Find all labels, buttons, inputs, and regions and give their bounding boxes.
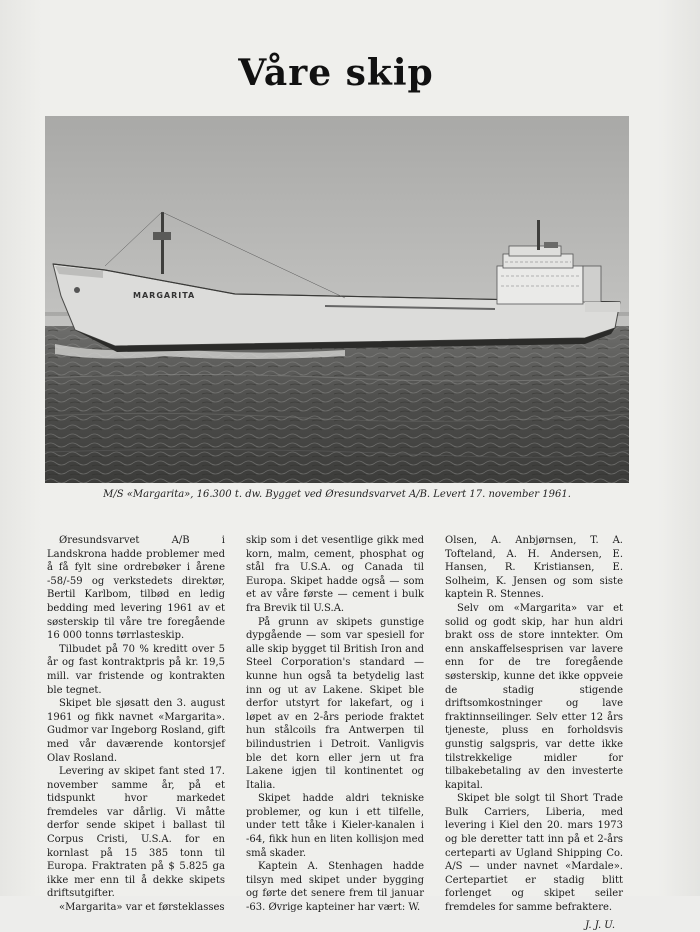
paragraph: Tilbudet på 70 % kreditt over 5 år og fast kontraktpris på kr. 19,5 mill. var fristende og kontrakten ble tegnet. <box>47 643 225 696</box>
photo-caption: M/S «Margarita», 16.300 t. dw. Bygget ved Øresundsvarvet A/B. Levert 17. november 1961. <box>103 489 571 500</box>
ship-photo <box>45 116 629 483</box>
paragraph: «Margarita» var et førsteklasses <box>59 902 225 914</box>
paragraph: Levering av skipet fant sted 17. november samme år, på et tidspunkt hvor markedet fremdeles var dårlig. Vi måtte derfor sende skipet i ballast til Corpus Cristi, U.S.A. for en kornlast på 15 385 tonn til Europa. Fraktraten på $ 5.825 ga ikke mer enn til å dekke skipets driftsutgifter. <box>47 766 225 900</box>
paragraph: På grunn av skipets gunstige dypgående — som var spesiell for alle skip bygget til British Iron and Steel Corporation's standard — kunne hun også ta betydelig last inn og ut av Lakene. Skipet ble derfor utstyrt for lakefart, og i løpet av en 2-års periode fraktet hun stålcoils fra Antwerpen til bilindustrien i Detroit. Vanligvis ble det korn eller jern ut fra Lakene igjen til kontinentet og Italia. <box>246 616 424 791</box>
paragraph: Skipet ble sjøsatt den 3. august 1961 og fikk navnet «Margarita». Gudmor var Ingeborg Rosland, gift med vår daværende kontorsjef Olav Rosland. <box>47 698 225 764</box>
article-title: Våre skip <box>238 52 434 94</box>
author-signature: J. J. U. <box>585 919 615 931</box>
text-column-1 <box>47 534 225 915</box>
paragraph: Skipet hadde aldri tekniske problemer, og kun i ett tilfelle, under tett tåke i Kieler-kanalen i -64, fikk hun en liten kollisjon med små skader. <box>246 793 424 859</box>
paragraph: Selv om «Margarita» var et solid og godt skip, har hun aldri brakt oss de store inntekter. Om enn anskaffelsesprisen var lavere enn for de tre foregående søsterskip, kunne det ikke oppveie de stadig stigende driftsomkostninger og lave fraktinnseilinger. Selv etter 12 års tjeneste, pluss en forholdsvis gunstig salgspris, var dette ikke tilstrekkelige midler for tilbakebetaling av den investerte kapital. <box>445 602 623 791</box>
paragraph: Øresundsvarvet A/B i Landskrona hadde problemer med å få fylt sine ordrebøker i årene -58/-59 og verkstedets direktør, Bertil Karlbom, tilbød en ledig bedding med levering 1961 av et søsterskip til våre tre foregående 16 000 tonns tørrlasteskip. <box>47 535 225 642</box>
paragraph: Kaptein A. Stenhagen hadde tilsyn med skipet under bygging og førte det senere frem til januar -63. Øvrige kapteiner har vært: W. <box>246 861 424 914</box>
paragraph: Olsen, A. Anbjørnsen, T. A. Tofteland, A. H. Andersen, E. Hansen, R. Kristiansen, E. Solheim, K. Jensen og som siste kaptein R. Stennes. <box>445 535 623 601</box>
hull-name-text: MARGARITA <box>133 291 196 300</box>
paragraph: Skipet ble solgt til Short Trade Bulk Carriers, Liberia, med levering i Kiel den 20. mars 1973 og ble deretter tatt inn på et 2-års certeparti av Ugland Shipping Co. A/S — under navnet «Mardale». Certepartiet er stadig blitt forlenget og skipet seiler fremdeles for samme befraktere. <box>445 793 623 914</box>
text-column-3 <box>445 534 623 932</box>
paragraph: skip som i det vesentlige gikk med korn, malm, cement, phosphat og stål fra U.S.A. og Canada til Europa. Skipet hadde også — som et av våre første — cement i bulk fra Brevik til U.S.A. <box>246 535 424 614</box>
text-column-2 <box>246 534 424 915</box>
